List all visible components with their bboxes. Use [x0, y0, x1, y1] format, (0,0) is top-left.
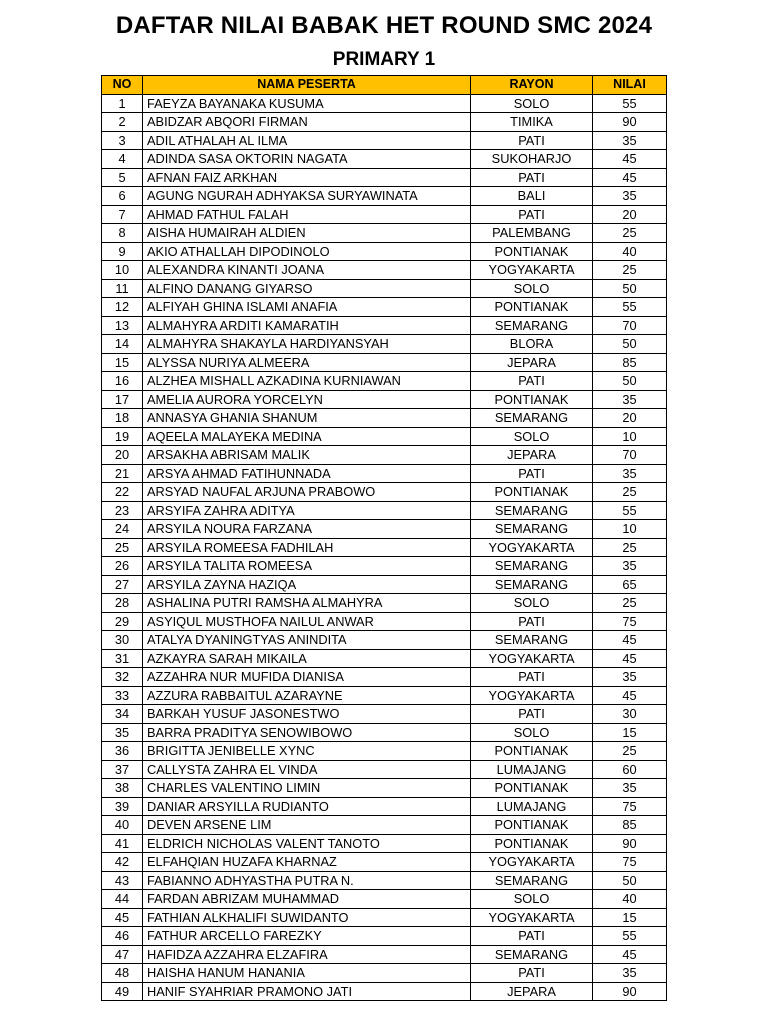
- row-number-cell: 25: [102, 538, 143, 557]
- table-row: [102, 538, 667, 557]
- score-cell: 40: [593, 890, 667, 909]
- table-row: [102, 834, 667, 853]
- rayon-cell: PATI: [471, 131, 593, 150]
- table-row: [102, 187, 667, 206]
- table-row: [102, 908, 667, 927]
- row-number-cell: 11: [102, 279, 143, 298]
- rayon-cell: LUMAJANG: [471, 797, 593, 816]
- row-number-cell: 31: [102, 649, 143, 668]
- rayon-cell: BLORA: [471, 335, 593, 354]
- table-row: [102, 279, 667, 298]
- score-cell: 35: [593, 390, 667, 409]
- table-row: [102, 242, 667, 261]
- participant-name-cell: AHMAD FATHUL FALAH: [143, 205, 471, 224]
- participant-name-cell: ALMAHYRA ARDITI KAMARATIH: [143, 316, 471, 335]
- participant-name-cell: BRIGITTA JENIBELLE XYNC: [143, 742, 471, 761]
- row-number-cell: 36: [102, 742, 143, 761]
- row-number-cell: 22: [102, 483, 143, 502]
- participant-name-cell: ABIDZAR ABQORI FIRMAN: [143, 113, 471, 132]
- rayon-cell: SOLO: [471, 594, 593, 613]
- rayon-cell: PONTIANAK: [471, 816, 593, 835]
- table-header-row: [102, 76, 667, 95]
- row-number-cell: 39: [102, 797, 143, 816]
- score-cell: 30: [593, 705, 667, 724]
- participant-name-cell: AZZAHRA NUR MUFIDA DIANISA: [143, 668, 471, 687]
- rayon-cell: PATI: [471, 705, 593, 724]
- table-row: [102, 631, 667, 650]
- table-row: [102, 964, 667, 983]
- page-subtitle: PRIMARY 1: [332, 49, 436, 70]
- participant-name-cell: AISHA HUMAIRAH ALDIEN: [143, 224, 471, 243]
- score-cell: 50: [593, 372, 667, 391]
- score-cell: 45: [593, 168, 667, 187]
- row-number-cell: 35: [102, 723, 143, 742]
- table-body: [102, 94, 667, 1001]
- row-number-cell: 43: [102, 871, 143, 890]
- table-row: [102, 723, 667, 742]
- row-number-cell: 5: [102, 168, 143, 187]
- score-cell: 35: [593, 964, 667, 983]
- row-number-cell: 44: [102, 890, 143, 909]
- participant-name-cell: ARSYIFA ZAHRA ADITYA: [143, 501, 471, 520]
- score-cell: 10: [593, 520, 667, 539]
- row-number-cell: 28: [102, 594, 143, 613]
- score-cell: 35: [593, 668, 667, 687]
- score-cell: 25: [593, 261, 667, 280]
- score-cell: 15: [593, 723, 667, 742]
- rayon-cell: YOGYAKARTA: [471, 261, 593, 280]
- participant-name-cell: ALYSSA NURIYA ALMEERA: [143, 353, 471, 372]
- column-header-rayon: RAYON: [471, 76, 593, 95]
- rayon-cell: PATI: [471, 464, 593, 483]
- rayon-cell: PATI: [471, 927, 593, 946]
- participant-name-cell: FATHUR ARCELLO FAREZKY: [143, 927, 471, 946]
- row-number-cell: 40: [102, 816, 143, 835]
- row-number-cell: 20: [102, 446, 143, 465]
- row-number-cell: 3: [102, 131, 143, 150]
- row-number-cell: 32: [102, 668, 143, 687]
- table-row: [102, 686, 667, 705]
- score-cell: 90: [593, 834, 667, 853]
- participant-name-cell: CALLYSTA ZAHRA EL VINDA: [143, 760, 471, 779]
- score-cell: 75: [593, 853, 667, 872]
- row-number-cell: 26: [102, 557, 143, 576]
- rayon-cell: SOLO: [471, 427, 593, 446]
- participant-name-cell: ANNASYA GHANIA SHANUM: [143, 409, 471, 428]
- participant-name-cell: FARDAN ABRIZAM MUHAMMAD: [143, 890, 471, 909]
- column-header-nama-peserta: NAMA PESERTA: [143, 76, 471, 95]
- rayon-cell: PONTIANAK: [471, 242, 593, 261]
- row-number-cell: 19: [102, 427, 143, 446]
- row-number-cell: 48: [102, 964, 143, 983]
- participant-name-cell: AZKAYRA SARAH MIKAILA: [143, 649, 471, 668]
- row-number-cell: 41: [102, 834, 143, 853]
- table-row: [102, 760, 667, 779]
- table-row: [102, 483, 667, 502]
- row-number-cell: 7: [102, 205, 143, 224]
- row-number-cell: 1: [102, 94, 143, 113]
- participant-name-cell: AGUNG NGURAH ADHYAKSA SURYAWINATA: [143, 187, 471, 206]
- rayon-cell: TIMIKA: [471, 113, 593, 132]
- row-number-cell: 18: [102, 409, 143, 428]
- table-row: [102, 501, 667, 520]
- score-cell: 70: [593, 316, 667, 335]
- score-cell: 20: [593, 409, 667, 428]
- row-number-cell: 37: [102, 760, 143, 779]
- table-row: [102, 594, 667, 613]
- column-header-nilai: NILAI: [593, 76, 667, 95]
- row-number-cell: 15: [102, 353, 143, 372]
- rayon-cell: SEMARANG: [471, 409, 593, 428]
- participant-name-cell: ASYIQUL MUSTHOFA NAILUL ANWAR: [143, 612, 471, 631]
- table-row: [102, 853, 667, 872]
- table-row: [102, 612, 667, 631]
- participant-name-cell: ADIL ATHALAH AL ILMA: [143, 131, 471, 150]
- participant-name-cell: ATALYA DYANINGTYAS ANINDITA: [143, 631, 471, 650]
- table-row: [102, 205, 667, 224]
- score-cell: 15: [593, 908, 667, 927]
- participant-name-cell: ALFIYAH GHINA ISLAMI ANAFIA: [143, 298, 471, 317]
- rayon-cell: SEMARANG: [471, 575, 593, 594]
- rayon-cell: PATI: [471, 168, 593, 187]
- participant-name-cell: AQEELA MALAYEKA MEDINA: [143, 427, 471, 446]
- row-number-cell: 34: [102, 705, 143, 724]
- score-cell: 45: [593, 631, 667, 650]
- rayon-cell: YOGYAKARTA: [471, 686, 593, 705]
- score-cell: 35: [593, 131, 667, 150]
- participant-name-cell: ALZHEA MISHALL AZKADINA KURNIAWAN: [143, 372, 471, 391]
- participant-name-cell: AKIO ATHALLAH DIPODINOLO: [143, 242, 471, 261]
- rayon-cell: SOLO: [471, 890, 593, 909]
- row-number-cell: 4: [102, 150, 143, 169]
- score-cell: 90: [593, 113, 667, 132]
- score-cell: 75: [593, 797, 667, 816]
- table-row: [102, 464, 667, 483]
- participant-name-cell: BARRA PRADITYA SENOWIBOWO: [143, 723, 471, 742]
- participant-name-cell: ARSAKHA ABRISAM MALIK: [143, 446, 471, 465]
- score-cell: 45: [593, 150, 667, 169]
- score-cell: 35: [593, 779, 667, 798]
- rayon-cell: PATI: [471, 668, 593, 687]
- rayon-cell: JEPARA: [471, 982, 593, 1001]
- score-cell: 40: [593, 242, 667, 261]
- score-cell: 50: [593, 279, 667, 298]
- rayon-cell: SOLO: [471, 723, 593, 742]
- row-number-cell: 13: [102, 316, 143, 335]
- table-row: [102, 945, 667, 964]
- score-table: [101, 75, 667, 1001]
- rayon-cell: PONTIANAK: [471, 298, 593, 317]
- score-cell: 25: [593, 224, 667, 243]
- row-number-cell: 9: [102, 242, 143, 261]
- table-row: [102, 779, 667, 798]
- table-row: [102, 113, 667, 132]
- rayon-cell: JEPARA: [471, 353, 593, 372]
- rayon-cell: PATI: [471, 612, 593, 631]
- rayon-cell: BALI: [471, 187, 593, 206]
- table-row: [102, 168, 667, 187]
- row-number-cell: 24: [102, 520, 143, 539]
- participant-name-cell: HAISHA HANUM HANANIA: [143, 964, 471, 983]
- score-cell: 25: [593, 538, 667, 557]
- rayon-cell: YOGYAKARTA: [471, 538, 593, 557]
- row-number-cell: 21: [102, 464, 143, 483]
- score-cell: 50: [593, 871, 667, 890]
- table-row: [102, 131, 667, 150]
- table-row: [102, 890, 667, 909]
- table-row: [102, 797, 667, 816]
- score-cell: 55: [593, 94, 667, 113]
- table-row: [102, 668, 667, 687]
- participant-name-cell: DEVEN ARSENE LIM: [143, 816, 471, 835]
- score-cell: 55: [593, 298, 667, 317]
- rayon-cell: SEMARANG: [471, 501, 593, 520]
- row-number-cell: 30: [102, 631, 143, 650]
- table-row: [102, 316, 667, 335]
- row-number-cell: 27: [102, 575, 143, 594]
- rayon-cell: SEMARANG: [471, 945, 593, 964]
- participant-name-cell: ARSYAD NAUFAL ARJUNA PRABOWO: [143, 483, 471, 502]
- row-number-cell: 16: [102, 372, 143, 391]
- score-cell: 75: [593, 612, 667, 631]
- table-row: [102, 261, 667, 280]
- participant-name-cell: ARSYILA NOURA FARZANA: [143, 520, 471, 539]
- participant-name-cell: ADINDA SASA OKTORIN NAGATA: [143, 150, 471, 169]
- score-cell: 70: [593, 446, 667, 465]
- score-cell: 50: [593, 335, 667, 354]
- participant-name-cell: FAEYZA BAYANAKA KUSUMA: [143, 94, 471, 113]
- row-number-cell: 23: [102, 501, 143, 520]
- table-row: [102, 742, 667, 761]
- score-cell: 45: [593, 649, 667, 668]
- score-cell: 20: [593, 205, 667, 224]
- participant-name-cell: FATHIAN ALKHALIFI SUWIDANTO: [143, 908, 471, 927]
- table-row: [102, 94, 667, 113]
- participant-name-cell: ARSYA AHMAD FATIHUNNADA: [143, 464, 471, 483]
- participant-name-cell: ALMAHYRA SHAKAYLA HARDIYANSYAH: [143, 335, 471, 354]
- rayon-cell: SEMARANG: [471, 520, 593, 539]
- rayon-cell: SEMARANG: [471, 631, 593, 650]
- rayon-cell: SEMARANG: [471, 316, 593, 335]
- score-cell: 65: [593, 575, 667, 594]
- table-row: [102, 353, 667, 372]
- row-number-cell: 2: [102, 113, 143, 132]
- table-row: [102, 871, 667, 890]
- score-cell: 85: [593, 816, 667, 835]
- participant-name-cell: ARSYILA TALITA ROMEESA: [143, 557, 471, 576]
- score-cell: 25: [593, 594, 667, 613]
- rayon-cell: PONTIANAK: [471, 779, 593, 798]
- score-cell: 35: [593, 187, 667, 206]
- score-cell: 45: [593, 945, 667, 964]
- participant-name-cell: AMELIA AURORA YORCELYN: [143, 390, 471, 409]
- row-number-cell: 33: [102, 686, 143, 705]
- table-row: [102, 390, 667, 409]
- table-row: [102, 575, 667, 594]
- row-number-cell: 47: [102, 945, 143, 964]
- participant-name-cell: ELFAHQIAN HUZAFA KHARNAZ: [143, 853, 471, 872]
- table-row: [102, 150, 667, 169]
- rayon-cell: YOGYAKARTA: [471, 649, 593, 668]
- table-row: [102, 372, 667, 391]
- rayon-cell: SEMARANG: [471, 557, 593, 576]
- row-number-cell: 8: [102, 224, 143, 243]
- rayon-cell: PATI: [471, 372, 593, 391]
- row-number-cell: 38: [102, 779, 143, 798]
- rayon-cell: PONTIANAK: [471, 483, 593, 502]
- rayon-cell: JEPARA: [471, 446, 593, 465]
- table-row: [102, 649, 667, 668]
- page-title: DAFTAR NILAI BABAK HET ROUND SMC 2024: [115, 12, 653, 39]
- score-cell: 55: [593, 501, 667, 520]
- rayon-cell: SOLO: [471, 279, 593, 298]
- table-row: [102, 982, 667, 1001]
- participant-name-cell: ARSYILA ZAYNA HAZIQA: [143, 575, 471, 594]
- rayon-cell: PALEMBANG: [471, 224, 593, 243]
- table-row: [102, 705, 667, 724]
- rayon-cell: YOGYAKARTA: [471, 853, 593, 872]
- row-number-cell: 42: [102, 853, 143, 872]
- score-cell: 60: [593, 760, 667, 779]
- row-number-cell: 46: [102, 927, 143, 946]
- rayon-cell: PATI: [471, 205, 593, 224]
- row-number-cell: 12: [102, 298, 143, 317]
- rayon-cell: SUKOHARJO: [471, 150, 593, 169]
- participant-name-cell: HAFIDZA AZZAHRA ELZAFIRA: [143, 945, 471, 964]
- rayon-cell: SEMARANG: [471, 871, 593, 890]
- participant-name-cell: ALFINO DANANG GIYARSO: [143, 279, 471, 298]
- participant-name-cell: ASHALINA PUTRI RAMSHA ALMAHYRA: [143, 594, 471, 613]
- table-row: [102, 298, 667, 317]
- table-row: [102, 427, 667, 446]
- participant-name-cell: FABIANNO ADHYASTHA PUTRA N.: [143, 871, 471, 890]
- score-cell: 25: [593, 742, 667, 761]
- participant-name-cell: ARSYILA ROMEESA FADHILAH: [143, 538, 471, 557]
- rayon-cell: PONTIANAK: [471, 742, 593, 761]
- table-row: [102, 927, 667, 946]
- row-number-cell: 29: [102, 612, 143, 631]
- rayon-cell: YOGYAKARTA: [471, 908, 593, 927]
- row-number-cell: 6: [102, 187, 143, 206]
- participant-name-cell: AFNAN FAIZ ARKHAN: [143, 168, 471, 187]
- score-cell: 85: [593, 353, 667, 372]
- score-cell: 35: [593, 557, 667, 576]
- table-row: [102, 224, 667, 243]
- row-number-cell: 10: [102, 261, 143, 280]
- score-cell: 35: [593, 464, 667, 483]
- participant-name-cell: DANIAR ARSYILLA RUDIANTO: [143, 797, 471, 816]
- row-number-cell: 14: [102, 335, 143, 354]
- rayon-cell: PONTIANAK: [471, 834, 593, 853]
- score-cell: 55: [593, 927, 667, 946]
- rayon-cell: PATI: [471, 964, 593, 983]
- rayon-cell: SOLO: [471, 94, 593, 113]
- participant-name-cell: ELDRICH NICHOLAS VALENT TANOTO: [143, 834, 471, 853]
- column-header-no: NO: [102, 76, 143, 95]
- score-cell: 45: [593, 686, 667, 705]
- table-row: [102, 816, 667, 835]
- participant-name-cell: BARKAH YUSUF JASONESTWO: [143, 705, 471, 724]
- row-number-cell: 49: [102, 982, 143, 1001]
- participant-name-cell: HANIF SYAHRIAR PRAMONO JATI: [143, 982, 471, 1001]
- score-cell: 10: [593, 427, 667, 446]
- table-row: [102, 520, 667, 539]
- participant-name-cell: AZZURA RABBAITUL AZARAYNE: [143, 686, 471, 705]
- score-cell: 25: [593, 483, 667, 502]
- table-row: [102, 335, 667, 354]
- participant-name-cell: CHARLES VALENTINO LIMIN: [143, 779, 471, 798]
- table-row: [102, 557, 667, 576]
- table-row: [102, 446, 667, 465]
- rayon-cell: PONTIANAK: [471, 390, 593, 409]
- row-number-cell: 45: [102, 908, 143, 927]
- table-row: [102, 409, 667, 428]
- row-number-cell: 17: [102, 390, 143, 409]
- score-cell: 90: [593, 982, 667, 1001]
- participant-name-cell: ALEXANDRA KINANTI JOANA: [143, 261, 471, 280]
- rayon-cell: LUMAJANG: [471, 760, 593, 779]
